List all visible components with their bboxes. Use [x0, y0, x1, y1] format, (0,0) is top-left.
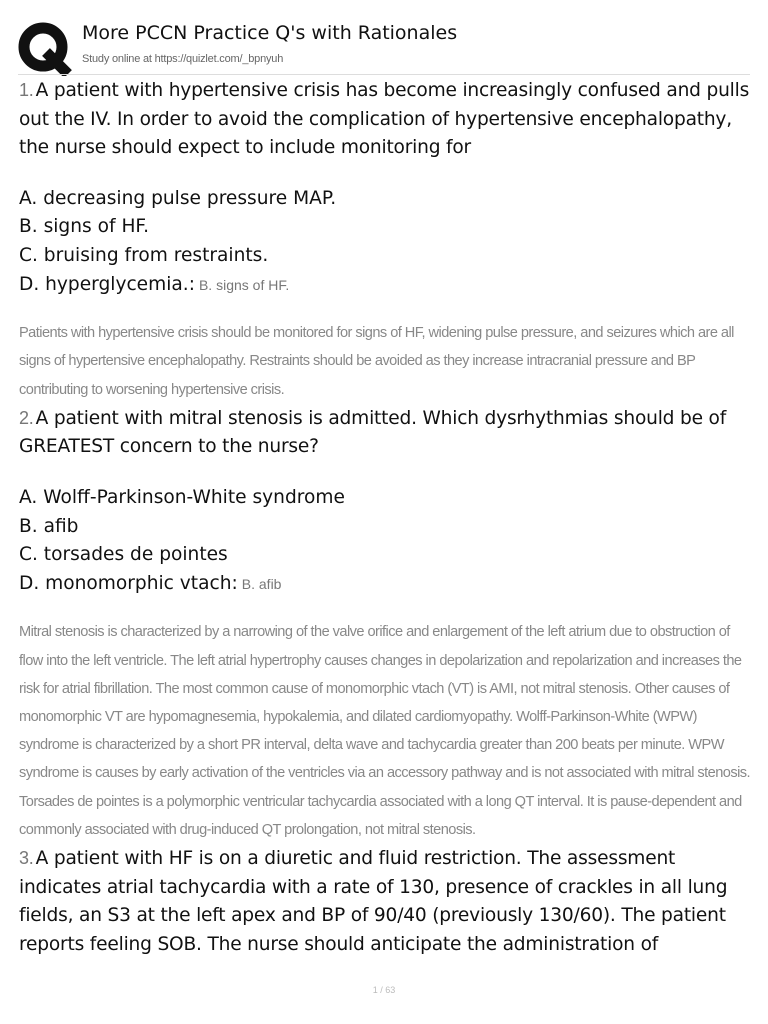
page-header — [18, 18, 750, 74]
question-block-3 — [19, 844, 751, 959]
question-stem: A patient with hypertensive crisis has become increasingly confused and pulls out the IV. In order to avoid the complication of hypertensive encephalopathy, the nurse should expect to include monitoring for — [19, 80, 750, 159]
question-block-1 — [19, 76, 751, 404]
correct-answer: B. afib — [241, 575, 282, 592]
question-text — [19, 844, 751, 959]
page-number: 1 / 63 — [372, 985, 396, 995]
option-c: C. torsades de pointes — [19, 544, 228, 566]
header-divider — [18, 74, 750, 75]
question-text — [19, 404, 751, 462]
rationale-text: Mitral stenosis is characterized by a narrowing of the valve orifice and enlargement of the left atrium due to obstruction of flow into the left ventricle. The left atrial hypertrophy causes changes in depolarization and repolarization and increases the risk for atrial fibrillation. The most common cause of monomorphic vtach (VT) is AMI, not mitral stenosis. Other causes of monomorphic VT are hypomagnesemia, hypokalemia, and dilated cardiomyopathy. Wolff-Parkinson-White (WPW) syndrome is characterized by a short PR interval, delta wave and tachycardia greater than 200 beats per minute. WPW syndrome is causes by early activation of the ventricles via an accessory pathway and is not associated with mitral stenosis. Torsades de pointes is a polymorphic ventricular tachycardia associated with a long QT interval. It is pause-dependent and commonly associated with drug-induced QT prolongation, not mitral stenosis. — [19, 624, 751, 838]
question-block-2 — [19, 404, 751, 844]
option-c: C. bruising from restraints. — [19, 244, 269, 266]
option-d-text: D. monomorphic vtach: — [19, 572, 238, 594]
rationale-text: Patients with hypertensive crisis should be monitored for signs of HF, widening pulse pressure, and seizures which are all signs of hypertensive encephalopathy. Restraints should be avoided as they increase intracranial pressure and BP contributing to worsening hypertensive crisis. — [19, 325, 734, 398]
question-number: 2. — [19, 407, 34, 428]
option-a: A. decreasing pulse pressure MAP. — [19, 187, 337, 209]
question-stem: A patient with mitral stenosis is admitted. Which dysrhythmias should be of GREATEST concern to the nurse? — [19, 407, 727, 458]
study-online-link[interactable]: Study online at https://quizlet.com/_bpnyuh — [82, 53, 284, 65]
question-text — [19, 76, 751, 163]
answer-options — [19, 185, 751, 299]
question-number: 3. — [19, 847, 34, 868]
answer-options — [19, 484, 751, 598]
document-title: More PCCN Practice Q's with Rationales — [82, 22, 458, 44]
option-b: B. afib — [19, 515, 79, 537]
correct-answer: B. signs of HF. — [198, 276, 290, 293]
quizlet-q-logo — [18, 22, 72, 76]
option-d — [19, 271, 751, 300]
question-list — [19, 76, 751, 959]
question-number: 1. — [19, 80, 34, 100]
option-a: A. Wolff-Parkinson-White syndrome — [19, 486, 345, 508]
question-stem: A patient with HF is on a diuretic and fluid restriction. The assessment indicates atrial tachycardia with a rate of 130, presence of crackles in all lung fields, an S3 at the left apex and BP of 90/40 (previously 130/60). The patient reports feeling SOB. The nurse should anticipate the administration of — [19, 847, 728, 955]
option-b: B. signs of HF. — [19, 216, 150, 238]
option-d-text: D. hyperglycemia.: — [19, 273, 195, 295]
option-d — [19, 570, 751, 599]
